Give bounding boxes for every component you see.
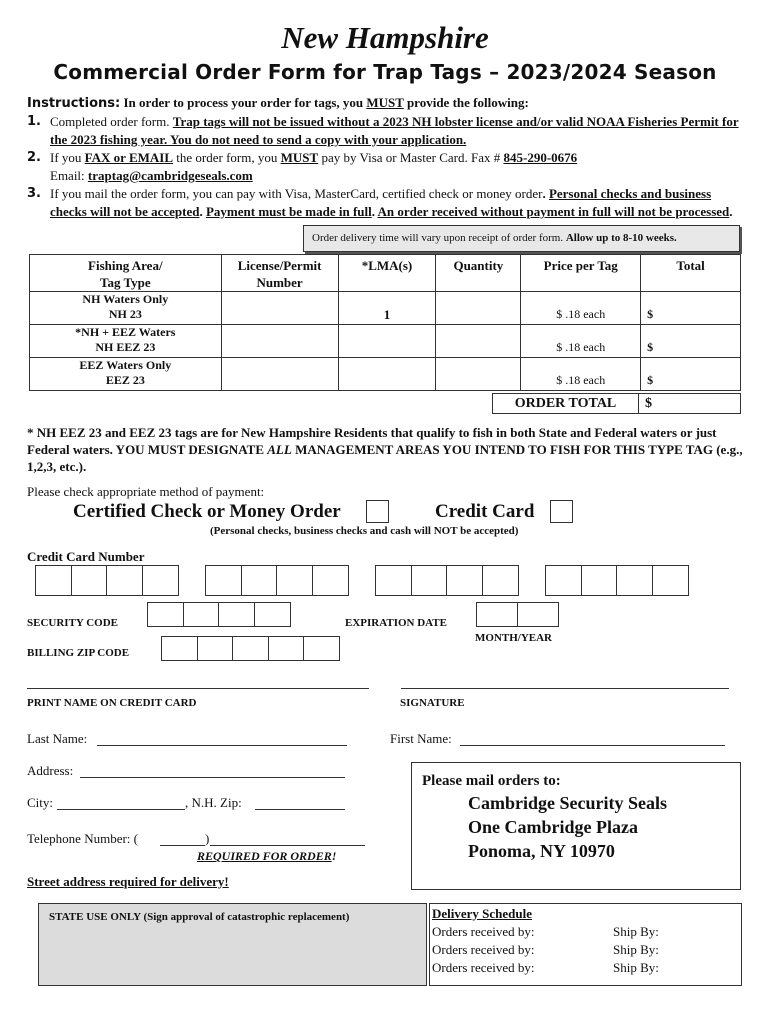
order-total-input[interactable]: $ xyxy=(645,396,652,411)
price-cell: $ .18 each xyxy=(521,325,641,358)
telephone-close-paren: ) xyxy=(205,831,210,846)
footnote-all: ALL xyxy=(267,442,292,457)
ship-by-label: Ship By: xyxy=(613,924,659,939)
license-permit-input[interactable] xyxy=(221,292,338,325)
expiration-date-label: EXPIRATION DATE xyxy=(345,617,447,629)
first-name-label: First Name: xyxy=(390,731,452,746)
delivery-row xyxy=(432,942,732,958)
card-digit-box[interactable] xyxy=(71,565,108,596)
card-digit-box[interactable] xyxy=(545,565,582,596)
item3-sep: . xyxy=(199,204,206,219)
column-header: License/Permit Number xyxy=(221,255,338,292)
delivery-time-note xyxy=(303,225,740,252)
telephone-label: Telephone Number: ( xyxy=(27,831,138,846)
card-digit-box[interactable] xyxy=(205,565,242,596)
payment-option-card-label: Credit Card xyxy=(435,501,535,522)
address-label: Address: xyxy=(27,763,74,778)
card-digit-box[interactable] xyxy=(411,565,448,596)
tag-type: NH 23 xyxy=(108,307,142,321)
security-digit-box[interactable] xyxy=(218,602,255,627)
must-text: MUST xyxy=(366,95,404,110)
state-zip-label: , N.H. Zip: xyxy=(185,795,242,810)
street-address-note: Street address required for delivery! xyxy=(27,874,229,889)
form-title: New Hampshire xyxy=(281,20,489,55)
delivery-row xyxy=(432,960,732,976)
item-number: 1. xyxy=(27,114,41,129)
footnote-text: * NH EEZ 23 and EEZ 23 tags are for New Hampshire Residents that qualify to fish in both State and Federal waters or just Federal waters. YOU MUST DESIGNATE xyxy=(27,425,717,457)
order-table xyxy=(29,254,741,391)
orders-received-label: Orders received by: xyxy=(432,960,535,975)
card-number-group-2 xyxy=(205,565,347,596)
card-digit-box[interactable] xyxy=(142,565,179,596)
delivery-schedule-box xyxy=(429,903,742,986)
telephone-input[interactable] xyxy=(210,845,365,846)
must-text: MUST xyxy=(280,150,319,165)
column-header: *LMA(s) xyxy=(338,255,436,292)
item3-dot: . xyxy=(542,186,549,201)
payment-note: (Personal checks, business checks and cash will NOT be accepted) xyxy=(210,525,519,537)
column-header: Fishing Area/ Tag Type xyxy=(30,255,222,292)
item2-text: If you xyxy=(50,150,85,165)
area-code-input[interactable] xyxy=(160,845,205,846)
license-permit-input[interactable] xyxy=(221,358,338,391)
ship-by-label: Ship By: xyxy=(613,960,659,975)
instruction-item-3 xyxy=(27,185,747,221)
check-money-order-checkbox[interactable] xyxy=(366,500,389,523)
orders-received-label: Orders received by: xyxy=(432,924,535,939)
city-input[interactable] xyxy=(57,809,185,810)
table-header-row xyxy=(30,255,741,292)
column-header: Quantity xyxy=(436,255,521,292)
mail-heading: Please mail orders to: xyxy=(422,773,561,789)
billing-zip-boxes xyxy=(161,636,339,661)
card-number-group-1 xyxy=(35,565,177,596)
total-input[interactable]: $ xyxy=(641,325,741,358)
required-note xyxy=(197,849,336,864)
zip-input[interactable] xyxy=(255,809,345,810)
delivery-schedule-heading: Delivery Schedule xyxy=(432,906,533,921)
payment-option-check-label: Certified Check or Money Order xyxy=(73,501,341,522)
card-digit-box[interactable] xyxy=(241,565,278,596)
card-digit-box[interactable] xyxy=(482,565,519,596)
card-digit-box[interactable] xyxy=(446,565,483,596)
card-digit-box[interactable] xyxy=(276,565,313,596)
item3-underline-3: An order received without payment in full will not be processed xyxy=(377,204,730,219)
item3-underline-1: Personal checks and business checks will not be accepted xyxy=(50,186,712,219)
quantity-input[interactable] xyxy=(436,292,521,325)
required-end: ! xyxy=(331,849,337,863)
form-subtitle: Commercial Order Form for Trap Tags – 2023/2024 Season xyxy=(53,60,717,84)
price-cell: $ .18 each xyxy=(521,292,641,325)
city-label: City: xyxy=(27,795,54,810)
eez-footnote xyxy=(27,424,747,475)
state-use-label: STATE USE ONLY (Sign approval of catastrophic replacement) xyxy=(49,911,350,923)
card-digit-box[interactable] xyxy=(375,565,412,596)
print-name-input[interactable] xyxy=(27,688,369,689)
table-row xyxy=(30,325,741,358)
item1-bold: Trap tags will not be issued without a 2023 NH lobster license and/or valid NOAA Fisheries Permit for the 2023 fishing year. You do not need to send a copy with your application. xyxy=(50,114,739,147)
card-number-group-4 xyxy=(545,565,687,596)
security-digit-box[interactable] xyxy=(147,602,184,627)
instruction-item-1 xyxy=(27,113,747,149)
signature-label: SIGNATURE xyxy=(400,697,465,709)
area-name: EEZ Waters Only xyxy=(79,358,172,372)
delivery-note-bold: Allow up to 8-10 weeks. xyxy=(565,232,677,244)
expiration-year-box[interactable] xyxy=(517,602,559,627)
table-row xyxy=(30,292,741,325)
security-code-label: SECURITY CODE xyxy=(27,617,118,629)
payment-prompt: Please check appropriate method of payment: xyxy=(27,484,265,499)
last-name-label: Last Name: xyxy=(27,731,88,746)
zip-digit-box[interactable] xyxy=(161,636,198,661)
card-digit-box[interactable] xyxy=(106,565,143,596)
zip-digit-box[interactable] xyxy=(268,636,305,661)
instructions-label: Instructions: xyxy=(27,96,121,111)
quantity-input[interactable] xyxy=(436,358,521,391)
instructions-intro-text: In order to process your order for tags, you xyxy=(123,95,367,110)
expiration-month-box[interactable] xyxy=(476,602,518,627)
area-name: NH Waters Only xyxy=(82,292,169,306)
print-name-label: PRINT NAME ON CREDIT CARD xyxy=(27,697,197,709)
instructions xyxy=(27,94,747,221)
table-row xyxy=(30,358,741,391)
zip-digit-box[interactable] xyxy=(197,636,234,661)
item3-sep: . xyxy=(371,204,378,219)
card-digit-box[interactable] xyxy=(35,565,72,596)
state-use-box xyxy=(38,903,427,986)
item-number: 3. xyxy=(27,186,41,201)
address-input[interactable] xyxy=(80,777,345,778)
fax-email-text: FAX or EMAIL xyxy=(84,150,174,165)
fishing-area-cell xyxy=(30,292,222,325)
fishing-area-cell xyxy=(30,325,222,358)
email-link[interactable]: traptag@cambridgeseals.com xyxy=(87,168,253,183)
card-digit-box[interactable] xyxy=(312,565,349,596)
month-year-label: MONTH/YEAR xyxy=(475,632,552,644)
order-total-label: ORDER TOTAL xyxy=(493,394,639,413)
order-total-row xyxy=(492,393,741,414)
delivery-note-text: Order delivery time will vary upon receipt of order form. xyxy=(312,232,566,244)
signature-input[interactable] xyxy=(401,688,729,689)
lma-input[interactable] xyxy=(338,358,436,391)
instructions-intro-end: provide the following: xyxy=(403,95,529,110)
instruction-item-2 xyxy=(27,149,747,185)
column-header: Price per Tag xyxy=(521,255,641,292)
card-number-group-3 xyxy=(375,565,517,596)
mail-line-2: One Cambridge Plaza xyxy=(468,817,638,837)
item1-text: Completed order form. xyxy=(50,114,173,129)
security-digit-box[interactable] xyxy=(183,602,220,627)
credit-card-number-label: Credit Card Number xyxy=(27,549,145,564)
total-input[interactable]: $ xyxy=(641,358,741,391)
quantity-input[interactable] xyxy=(436,325,521,358)
security-digit-box[interactable] xyxy=(254,602,291,627)
credit-card-checkbox[interactable] xyxy=(550,500,573,523)
zip-digit-box[interactable] xyxy=(303,636,340,661)
price-cell: $ .18 each xyxy=(521,358,641,391)
lma-input[interactable] xyxy=(338,325,436,358)
item-number: 2. xyxy=(27,150,41,165)
first-name-input[interactable] xyxy=(460,745,725,746)
column-header: Total xyxy=(641,255,741,292)
zip-digit-box[interactable] xyxy=(232,636,269,661)
mail-line-3: Ponoma, NY 10970 xyxy=(468,841,615,861)
license-permit-input[interactable] xyxy=(221,325,338,358)
required-text: REQUIRED FOR ORDER xyxy=(197,849,332,863)
item3-end: . xyxy=(729,204,733,219)
card-digit-box[interactable] xyxy=(652,565,689,596)
mailing-address-box xyxy=(411,762,741,890)
last-name-input[interactable] xyxy=(97,745,347,746)
lma-input[interactable]: 1 xyxy=(338,292,436,325)
email-label: Email: xyxy=(50,168,88,183)
ship-by-label: Ship By: xyxy=(613,942,659,957)
mail-line-1: Cambridge Security Seals xyxy=(468,793,667,813)
tag-type: NH EEZ 23 xyxy=(95,340,156,354)
item2-text-c: pay by Visa or Master Card. Fax # xyxy=(318,150,504,165)
total-input[interactable]: $ xyxy=(641,292,741,325)
card-digit-box[interactable] xyxy=(616,565,653,596)
fax-number: 845-290-0676 xyxy=(503,150,578,165)
billing-zip-label: BILLING ZIP CODE xyxy=(27,647,130,659)
item3-underline-2: Payment must be made in full xyxy=(205,204,372,219)
fishing-area-cell xyxy=(30,358,222,391)
security-code-boxes xyxy=(147,602,289,627)
card-digit-box[interactable] xyxy=(581,565,618,596)
area-name: *NH + EEZ Waters xyxy=(75,325,176,339)
instructions-intro xyxy=(27,94,747,113)
tag-type: EEZ 23 xyxy=(105,373,145,387)
item3-text: If you mail the order form, you can pay with Visa, MasterCard, certified check or money order xyxy=(50,186,543,201)
expiration-boxes xyxy=(476,602,557,627)
orders-received-label: Orders received by: xyxy=(432,942,535,957)
item2-text-b: the order form, you xyxy=(173,150,281,165)
footnote-text-end: MANAGEMENT AREAS YOU INTEND TO FISH FOR THIS TYPE TAG (e.g., 1,2,3, etc.). xyxy=(27,442,743,474)
delivery-row xyxy=(432,924,732,940)
